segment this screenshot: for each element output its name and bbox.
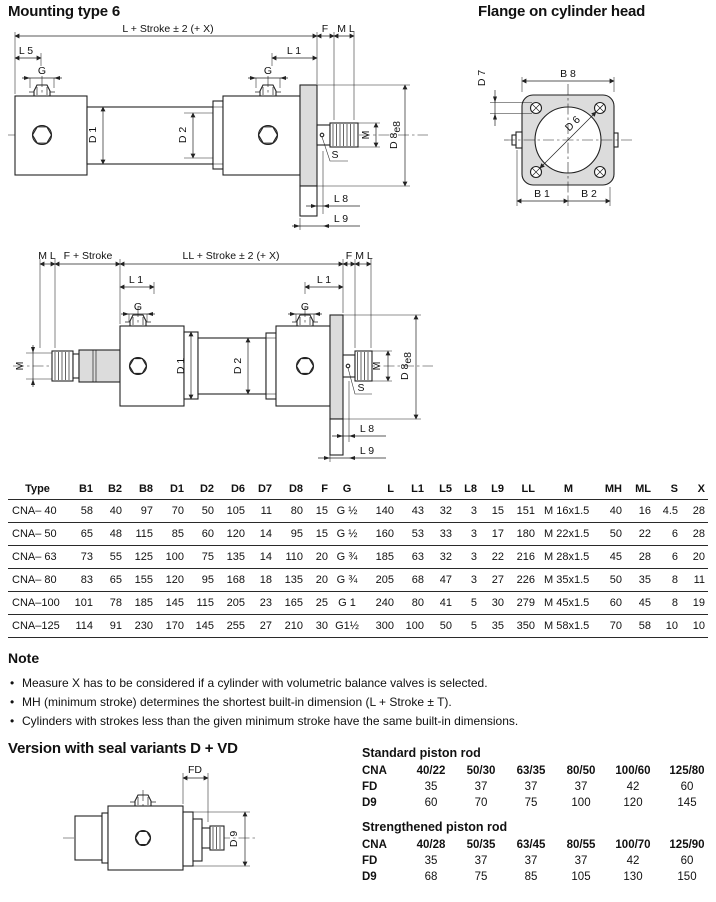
table-cell: 230	[125, 615, 156, 638]
table-cell: 40	[596, 500, 625, 523]
table-cell: G ½	[331, 523, 366, 546]
dim-label-g: G	[37, 65, 47, 77]
dim-label-b2: B 2	[581, 188, 597, 200]
table-cell: 65	[66, 523, 96, 546]
table-cell: 28	[681, 500, 708, 523]
dimension-table	[8, 478, 708, 638]
column-header: L8	[455, 478, 480, 500]
dim-label-g: G	[133, 301, 143, 313]
column-header: L9	[480, 478, 507, 500]
table-cell: 91	[96, 615, 125, 638]
table-cell: 19	[681, 592, 708, 615]
table-row	[362, 853, 714, 869]
dim-label-d2: D 2	[232, 357, 244, 375]
dim-label-m: M	[360, 130, 372, 140]
table-cell: M 16x1.5	[538, 500, 596, 523]
table-cell: 205	[366, 569, 397, 592]
table-cell: 50	[596, 523, 625, 546]
table-cell: 11	[681, 569, 708, 592]
table-cell: 10	[681, 615, 708, 638]
table-cell: 110	[275, 546, 306, 569]
table-cell: 37	[474, 781, 488, 793]
table-cell: 11	[248, 500, 275, 523]
table-cell: 145	[677, 797, 697, 809]
table-cell: 20	[306, 546, 331, 569]
table-cell: 3	[455, 523, 480, 546]
piston-rod	[317, 123, 358, 147]
table-cell: 170	[156, 615, 187, 638]
table-cell: 279	[507, 592, 538, 615]
table-cell: 78	[96, 592, 125, 615]
cylinder-body	[15, 85, 300, 175]
piston-rod-left	[52, 350, 120, 382]
column-header: L	[366, 478, 397, 500]
table-cell: 45	[596, 546, 625, 569]
dim-label-ml-right: M L	[355, 250, 373, 262]
table-cell: 3	[455, 546, 480, 569]
table-cell: 150	[677, 871, 697, 883]
table-cell: 210	[275, 615, 306, 638]
table-cell: 37	[574, 781, 588, 793]
table-cell: 5	[455, 592, 480, 615]
through-rod-drawing	[8, 246, 620, 474]
table-cell: 70	[474, 797, 488, 809]
table-cell: 100	[571, 797, 591, 809]
dim-l1-left	[120, 274, 154, 294]
table-cell: 37	[524, 855, 538, 867]
table-cell: 28	[681, 523, 708, 546]
table-cell: 37	[474, 855, 488, 867]
table-cell: 80	[275, 500, 306, 523]
table-cell: 140	[366, 500, 397, 523]
table-cell: CNA– 40	[8, 500, 66, 523]
table-cell: 55	[96, 546, 125, 569]
column-header: D1	[156, 478, 187, 500]
table-cell: 68	[424, 871, 438, 883]
dim-label-m: M	[14, 361, 26, 371]
mounting-type-6-drawing	[8, 20, 460, 242]
table-cell: 8	[654, 569, 681, 592]
table-cell: 40/22	[416, 765, 446, 777]
dim-l5	[15, 45, 41, 66]
column-header: F	[306, 478, 331, 500]
table-cell: CNA– 63	[8, 546, 66, 569]
table-cell: 255	[217, 615, 248, 638]
column-header: D6	[217, 478, 248, 500]
table-cell: 25	[306, 592, 331, 615]
table-cell: 145	[187, 615, 217, 638]
table-cell: 125/90	[669, 839, 705, 851]
table-cell: 83	[66, 569, 96, 592]
table-cell: 50/30	[466, 765, 496, 777]
table-row	[8, 569, 708, 592]
table-cell: 8	[654, 592, 681, 615]
table-cell: CNA– 80	[8, 569, 66, 592]
dim-l9	[318, 445, 386, 462]
table-cell: 100/60	[615, 765, 651, 777]
column-header: LL	[507, 478, 538, 500]
dim-label-m: M	[371, 361, 383, 371]
column-header: L1	[397, 478, 427, 500]
table-cell: M 45x1.5	[538, 592, 596, 615]
table-cell: CNA	[362, 839, 387, 851]
dim-label-ml: M L	[337, 23, 355, 35]
cylinder-body	[75, 795, 224, 870]
table-cell: 70	[156, 500, 187, 523]
column-header: S	[654, 478, 681, 500]
table-cell: 58	[625, 615, 654, 638]
table-cell: 43	[397, 500, 427, 523]
dim-label-ll-stroke: LL + Stroke ± 2 (+ X)	[182, 250, 280, 262]
table-cell: 23	[248, 592, 275, 615]
dim-m	[358, 123, 380, 147]
table-cell: 80	[397, 592, 427, 615]
table-header-row	[8, 478, 708, 500]
table-cell: FD	[362, 781, 378, 793]
table-cell: 15	[306, 523, 331, 546]
column-header: D8	[275, 478, 306, 500]
table-cell: 75	[474, 871, 488, 883]
table-cell: D9	[362, 871, 377, 883]
table-cell: 100	[397, 615, 427, 638]
dim-label-d1: D 1	[87, 126, 99, 144]
table-row	[362, 763, 714, 779]
table-cell: 185	[366, 546, 397, 569]
table-cell: 205	[217, 592, 248, 615]
table-cell: 50	[596, 569, 625, 592]
table-cell: 165	[275, 592, 306, 615]
table-cell: 40	[96, 500, 125, 523]
table-cell: 27	[248, 615, 275, 638]
dim-label-d6: D 6	[562, 113, 583, 134]
table-cell: 14	[248, 523, 275, 546]
column-header: D7	[248, 478, 275, 500]
column-header: M	[538, 478, 596, 500]
table-cell: 105	[217, 500, 248, 523]
dim-label-l-stroke: L + Stroke ± 2 (+ X)	[122, 23, 214, 35]
strengthened-rod-table	[362, 837, 714, 885]
table-cell: 6	[654, 546, 681, 569]
table-cell: 135	[275, 569, 306, 592]
table-cell: 63/35	[516, 765, 546, 777]
column-header: L5	[427, 478, 455, 500]
table-cell: 95	[187, 569, 217, 592]
table-cell: 15	[306, 500, 331, 523]
dim-label-f: F	[345, 250, 353, 262]
table-cell: 80/50	[566, 765, 596, 777]
table-cell: 6	[654, 523, 681, 546]
dim-label-b1: B 1	[534, 188, 550, 200]
dim-label-d8: D 8e8	[399, 351, 414, 381]
table-cell: 63	[397, 546, 427, 569]
piston-rod-tables	[362, 746, 714, 894]
table-cell: M 22x1.5	[538, 523, 596, 546]
table-cell: 41	[427, 592, 455, 615]
table-cell: 180	[507, 523, 538, 546]
table-cell: 35	[424, 781, 438, 793]
note-title: Note	[8, 650, 40, 666]
table-cell: G ½	[331, 500, 366, 523]
table-cell: 47	[427, 569, 455, 592]
dim-label-s: S	[331, 149, 339, 161]
dim-label-l1: L 1	[316, 274, 332, 286]
table-cell: 37	[524, 781, 538, 793]
table-cell: 3	[455, 500, 480, 523]
table-cell: 125/80	[669, 765, 705, 777]
dim-label-f-stroke: F + Stroke	[63, 250, 113, 262]
piston-rod-right	[343, 351, 372, 381]
table-cell: 27	[480, 569, 507, 592]
table-cell: CNA	[362, 765, 387, 777]
dim-label-f: F	[321, 23, 329, 35]
table-cell: 33	[427, 523, 455, 546]
table-cell: 120	[623, 797, 643, 809]
table-cell: G ¾	[331, 546, 366, 569]
table-cell: 115	[187, 592, 217, 615]
note-item: • Measure X has to be considered if a cylinder with volumetric balance valves is selected.	[8, 674, 708, 693]
table-cell: 28	[625, 546, 654, 569]
table-cell: 42	[626, 781, 640, 793]
note-item: • Cylinders with strokes less than the given minimum stroke have the same built-in dimensions.	[8, 712, 708, 731]
dim-label-fd: FD	[188, 764, 202, 776]
table-cell: FD	[362, 855, 378, 867]
dim-l1-right	[305, 274, 343, 294]
table-cell: 85	[156, 523, 187, 546]
table-cell: 68	[397, 569, 427, 592]
table-cell: 75	[187, 546, 217, 569]
table-cell: G1½	[331, 615, 366, 638]
standard-rod-table	[362, 763, 714, 811]
table-cell: 60	[680, 781, 694, 793]
table-cell: 37	[574, 855, 588, 867]
table-cell: 105	[571, 871, 591, 883]
table-row	[8, 546, 708, 569]
dim-label-s: S	[357, 382, 365, 394]
table-row	[362, 869, 714, 885]
table-cell: 17	[480, 523, 507, 546]
dim-label-l8: L 8	[359, 423, 375, 435]
table-cell: 114	[66, 615, 96, 638]
table-cell: 145	[156, 592, 187, 615]
dim-label-l8: L 8	[333, 193, 349, 205]
table-cell: 97	[125, 500, 156, 523]
table-cell: G 1	[331, 592, 366, 615]
table-cell: 60	[680, 855, 694, 867]
dim-label-l1: L 1	[128, 274, 144, 286]
table-cell: 14	[248, 546, 275, 569]
table-cell: 60	[596, 592, 625, 615]
column-header: MH	[596, 478, 625, 500]
table-cell: 5	[455, 615, 480, 638]
table-cell: 63/45	[516, 839, 546, 851]
dim-label-l9: L 9	[359, 445, 375, 457]
dim-label-d9: D 9	[228, 830, 240, 848]
cylinder-body	[120, 315, 330, 406]
dim-label-b8: B 8	[560, 68, 576, 80]
note-item: • MH (minimum stroke) determines the shortest built-in dimension (L + Stroke ± T).	[8, 693, 708, 712]
table-cell: 22	[625, 523, 654, 546]
table-cell: 35	[424, 855, 438, 867]
table-cell: 80/55	[566, 839, 596, 851]
dim-label-d8: D 8e8	[388, 120, 403, 150]
table-cell: 85	[524, 871, 538, 883]
standard-rod-title: Standard piston rod	[362, 746, 481, 760]
table-cell: 70	[596, 615, 625, 638]
table-cell: 50	[187, 500, 217, 523]
table-cell: 35	[480, 615, 507, 638]
table-cell: 50	[427, 615, 455, 638]
flange-section-title: Flange on cylinder head	[478, 3, 646, 20]
dim-label-l9: L 9	[333, 213, 349, 225]
table-cell: 30	[480, 592, 507, 615]
table-cell: 155	[125, 569, 156, 592]
table-cell: 35	[625, 569, 654, 592]
table-cell: 185	[125, 592, 156, 615]
table-cell: 4.5	[654, 500, 681, 523]
table-row	[8, 500, 708, 523]
column-header: B1	[66, 478, 96, 500]
table-row	[8, 523, 708, 546]
dim-label-ml-left: M L	[38, 250, 56, 262]
table-cell: 18	[248, 569, 275, 592]
table-cell: 115	[125, 523, 156, 546]
table-cell: 120	[217, 523, 248, 546]
table-cell: 32	[427, 546, 455, 569]
dim-label-d2: D 2	[177, 126, 189, 144]
table-cell: 216	[507, 546, 538, 569]
table-cell: D9	[362, 797, 377, 809]
table-cell: 350	[507, 615, 538, 638]
table-cell: 101	[66, 592, 96, 615]
note-list	[8, 674, 708, 731]
table-cell: 160	[366, 523, 397, 546]
table-cell: 16	[625, 500, 654, 523]
table-cell: 100	[156, 546, 187, 569]
head-flange	[330, 315, 343, 455]
column-header: G	[331, 478, 366, 500]
table-cell: 95	[275, 523, 306, 546]
note-section	[8, 650, 708, 731]
table-cell: 40/28	[416, 839, 446, 851]
table-row	[362, 795, 714, 811]
table-cell: 20	[306, 569, 331, 592]
column-header: B2	[96, 478, 125, 500]
head-flange	[300, 85, 317, 216]
table-cell: 125	[125, 546, 156, 569]
table-cell: 42	[626, 855, 640, 867]
table-cell: 100/70	[615, 839, 651, 851]
table-cell: 73	[66, 546, 96, 569]
column-header: Type	[8, 478, 66, 500]
dim-label-g: G	[300, 301, 310, 313]
table-cell: CNA–100	[8, 592, 66, 615]
table-cell: 65	[96, 569, 125, 592]
table-cell: 15	[480, 500, 507, 523]
table-cell: M 28x1.5	[538, 546, 596, 569]
dim-m-left	[14, 345, 52, 387]
table-cell: 135	[217, 546, 248, 569]
table-cell: M 58x1.5	[538, 615, 596, 638]
column-header: X	[681, 478, 708, 500]
strengthened-rod-title: Strengthened piston rod	[362, 820, 508, 834]
table-row	[362, 837, 714, 853]
column-header: D2	[187, 478, 217, 500]
table-cell: 53	[397, 523, 427, 546]
table-cell: 120	[156, 569, 187, 592]
table-cell: 50/35	[466, 839, 496, 851]
table-row	[8, 615, 708, 638]
table-cell: 300	[366, 615, 397, 638]
dim-l1	[272, 45, 317, 66]
table-cell: 75	[524, 797, 538, 809]
dim-label-l1: L 1	[286, 45, 302, 57]
table-cell: 60	[187, 523, 217, 546]
table-cell: 60	[424, 797, 438, 809]
table-cell: 20	[681, 546, 708, 569]
seal-variants-title: Version with seal variants D + VD	[8, 740, 238, 757]
column-header: B8	[125, 478, 156, 500]
table-row	[8, 592, 708, 615]
table-cell: 3	[455, 569, 480, 592]
dim-g-right	[288, 301, 322, 322]
table-cell: 151	[507, 500, 538, 523]
page-title: Mounting type 6	[8, 3, 120, 20]
table-row	[362, 779, 714, 795]
table-cell: 226	[507, 569, 538, 592]
table-cell: G ¾	[331, 569, 366, 592]
table-cell: 48	[96, 523, 125, 546]
table-cell: M 35x1.5	[538, 569, 596, 592]
dim-label-d7: D 7	[476, 69, 488, 87]
seal-variant-drawing	[25, 760, 275, 900]
table-cell: 58	[66, 500, 96, 523]
column-header: ML	[625, 478, 654, 500]
table-cell: 32	[427, 500, 455, 523]
table-cell: 130	[623, 871, 643, 883]
table-cell: CNA– 50	[8, 523, 66, 546]
table-cell: 10	[654, 615, 681, 638]
dim-label-l5: L 5	[18, 45, 34, 57]
table-cell: 22	[480, 546, 507, 569]
table-cell: CNA–125	[8, 615, 66, 638]
table-cell: 30	[306, 615, 331, 638]
table-cell: 240	[366, 592, 397, 615]
dim-label-g: G	[263, 65, 273, 77]
flange-front-view-drawing	[470, 48, 716, 220]
table-cell: 45	[625, 592, 654, 615]
table-cell: 168	[217, 569, 248, 592]
dim-label-d1: D 1	[175, 357, 187, 375]
dim-g-left	[121, 301, 155, 322]
